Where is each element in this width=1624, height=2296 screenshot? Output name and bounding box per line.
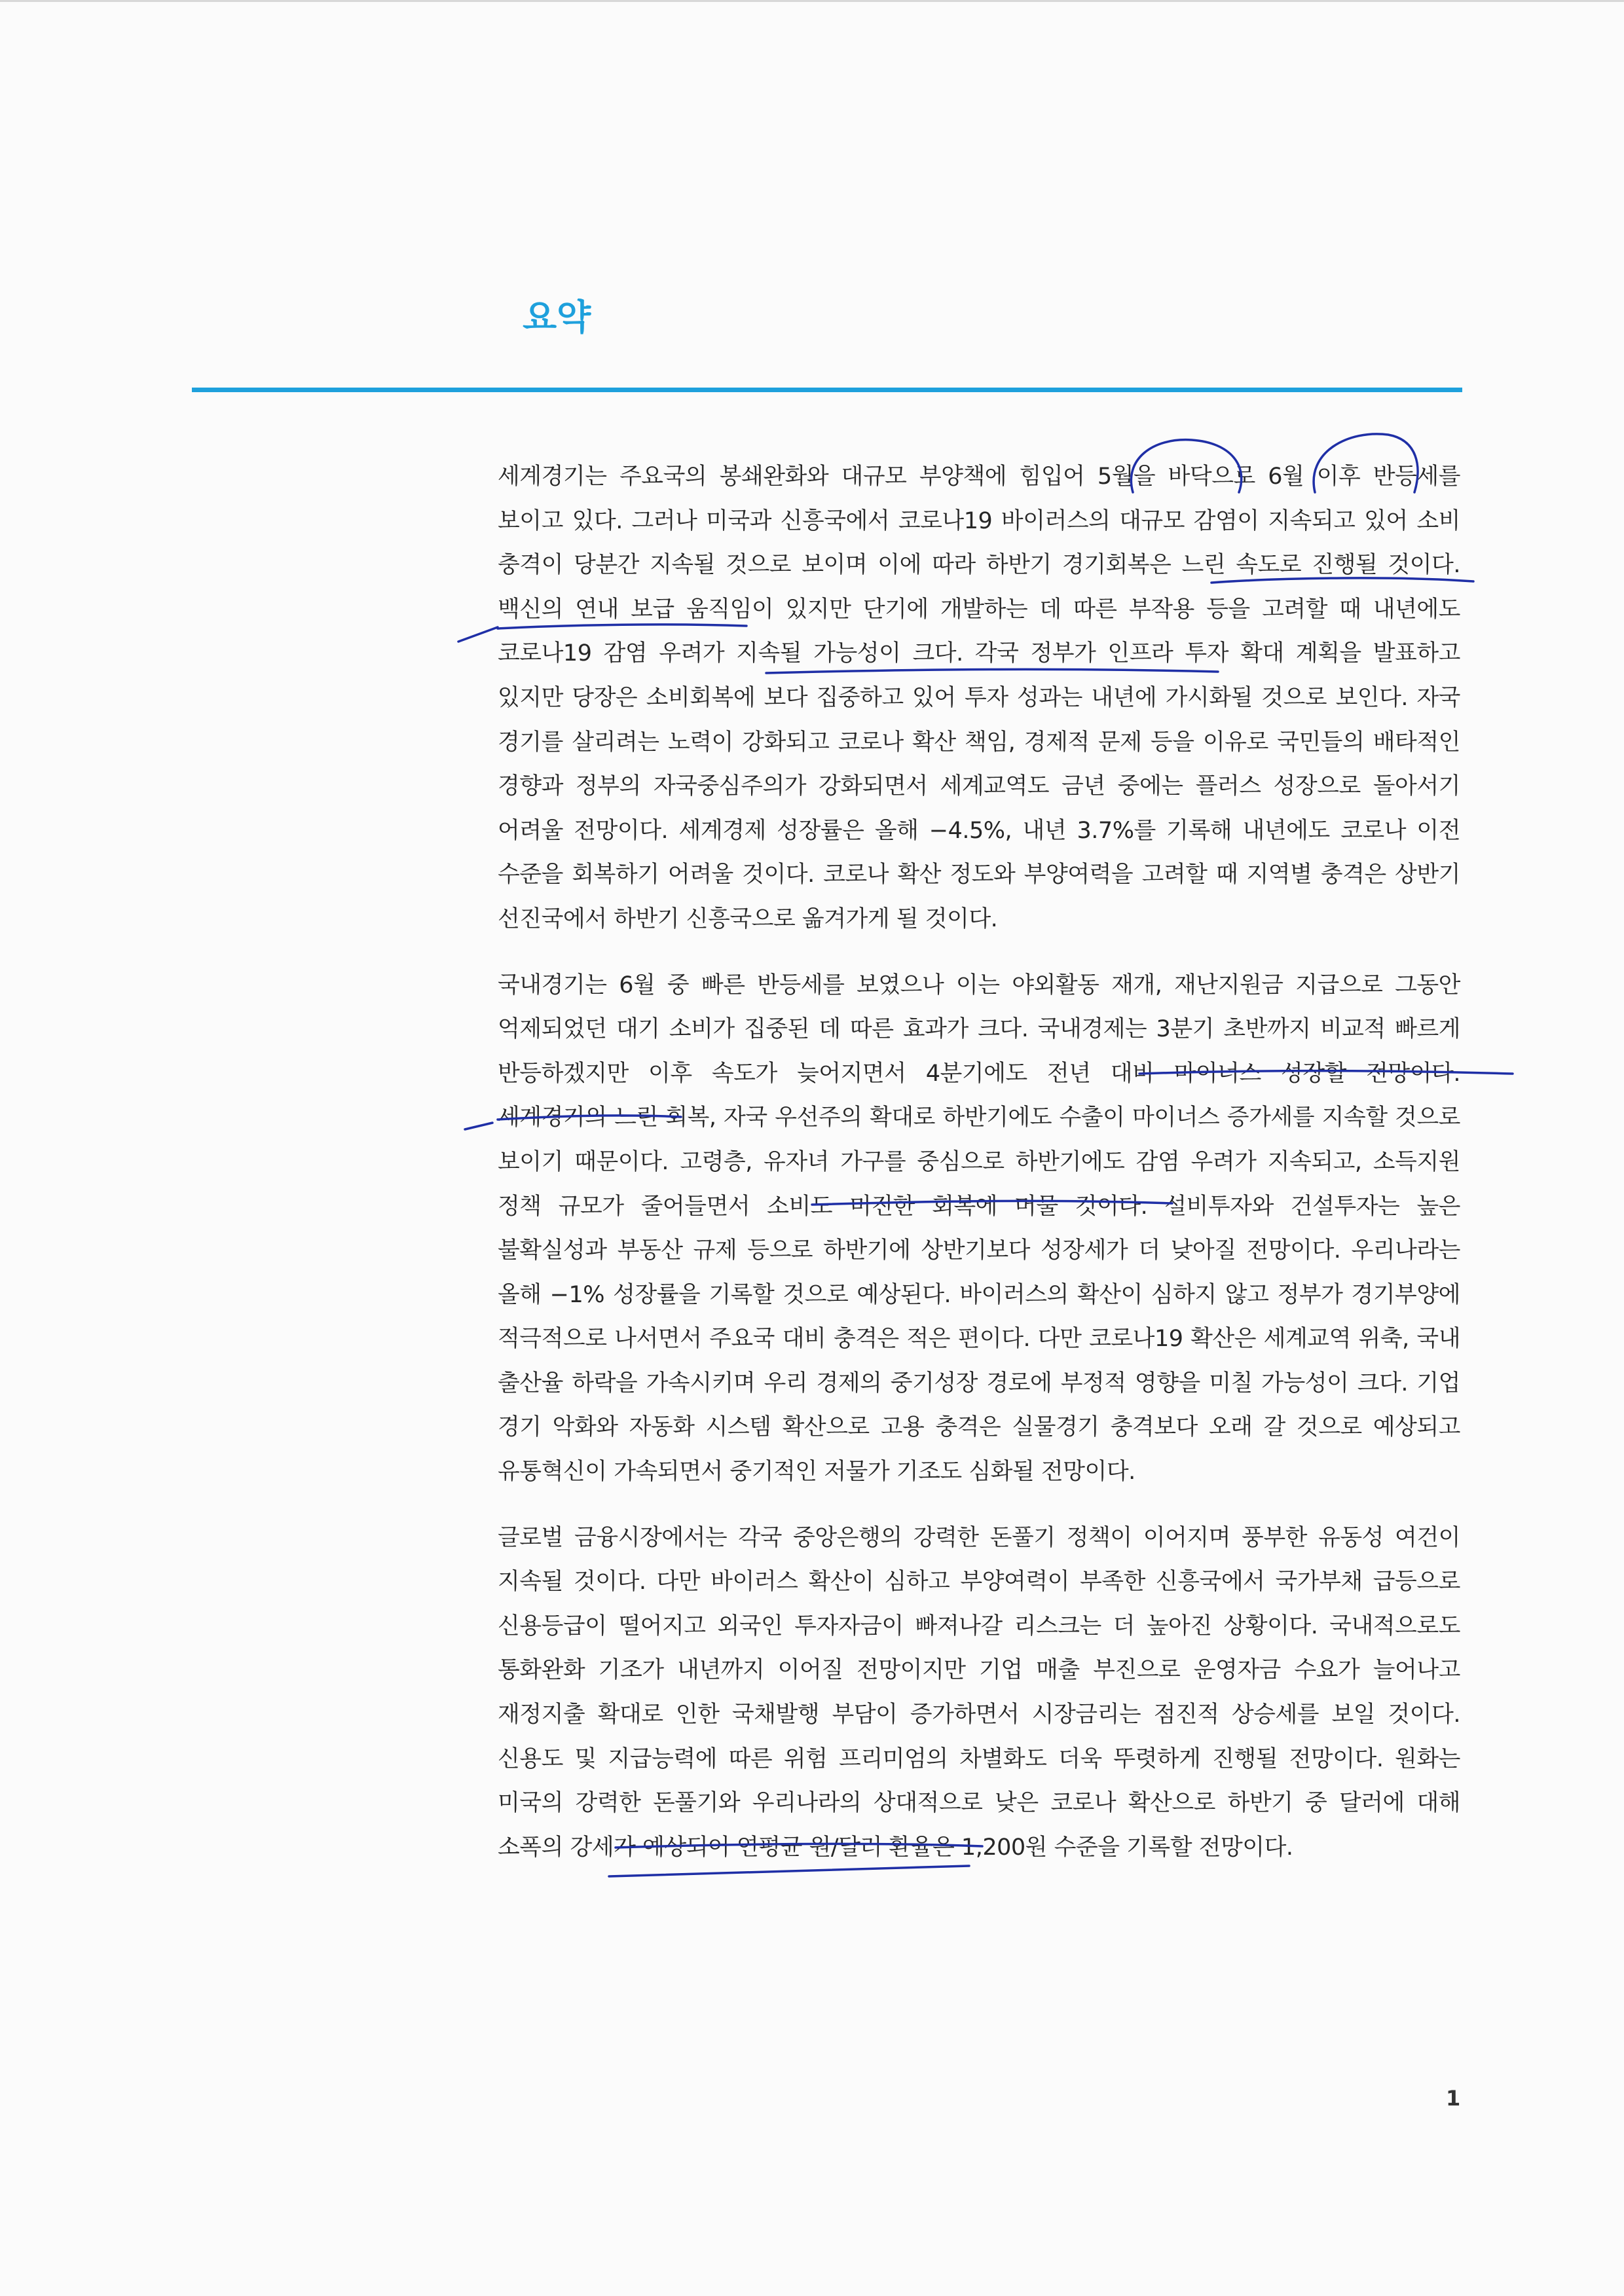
- paragraph-financial-markets: 글로벌 금융시장에서는 각국 중앙은행의 강력한 돈풀기 정책이 이어지며 풍부한 유동성 여건이 지속될 것이다. 다만 바이러스 확산이 심하고 부양여력이 부족한 신흥국에서 국가부채 급등으로 신용등급이 떨어지고 외국인 투자자금이 빠져나갈 리스크는 더 높아진 상황이다. 국내적으로도 통화완화 기조가 내년까지 이어질 전망이지만 기업 매출 부진으로 운영자금 수요가 늘어나고 재정지출 확대로 인한 국채발행 부담이 증가하면서 시장금리는 점진적 상승세를 보일 것이다. 신용도 및 지급능력에 따른 위험 프리미엄의 차별화도 더욱 뚜렷하게 진행될 전망이다. 원화는 미국의 강력한 돈풀기와 우리나라의 상대적으로 낮은 코로나 확산으로 하반기 중 달러에 대해 소폭의 강세가 예상되어 연평균 원/달러 환율은 1,200원 수준을 기록할 전망이다.: [498, 1524, 1460, 1861]
- paragraph-domestic-economy: 국내경기는 6월 중 빠른 반등세를 보였으나 이는 야외활동 재개, 재난지원금 지급으로 그동안 억제되었던 대기 소비가 집중된 데 따른 효과가 크다. 국내경제는 3분기 초반까지 비교적 빠르게 반등하겠지만 이후 속도가 늦어지면서 4분기에도 전년 대비 마이너스 성장할 전망이다. 세계경기의 느린 회복, 자국 우선주의 확대로 하반기에도 수출이 마이너스 증가세를 지속할 것으로 보이기 때문이다. 고령층, 유자녀 가구를 중심으로 하반기에도 감염 우려가 지속되고, 소득지원 정책 규모가 줄어들면서 소비도 미진한 회복에 머물 것이다. 설비투자와 건설투자는 높은 불확실성과 부동산 규제 등으로 하반기에 상반기보다 성장세가 더 낮아질 전망이다. 우리나라는 올해 −1% 성장률을 기록할 것으로 예상된다. 바이러스의 확산이 심하지 않고 정부가 경기부양에 적극적으로 나서면서 주요국 대비 충격은 적은 편이다. 다만 코로나19 확산은 세계교역 위축, 국내 출산율 하락을 가속시키며 우리 경제의 중기성장 경로에 부정적 영향을 미칠 가능성이 크다. 기업 경기 악화와 자동화 시스템 확산으로 고용 충격은 실물경기 충격보다 오래 갈 것으로 예상되고 유통혁신이 가속되면서 중기적인 저물가 기조도 심화될 전망이다.: [498, 972, 1460, 1485]
- summary-body: [498, 455, 1460, 1870]
- paragraph-world-economy: 세계경기는 주요국의 봉쇄완화와 대규모 부양책에 힘입어 5월을 바닥으로 6월 이후 반등세를 보이고 있다. 그러나 미국과 신흥국에서 코로나19 바이러스의 대규모 감염이 지속되고 있어 소비 충격이 당분간 지속될 것으로 보이며 이에 따라 하반기 경기회복은 느린 속도로 진행될 것이다. 백신의 연내 보급 움직임이 있지만 단기에 개발하는 데 따른 부작용 등을 고려할 때 내년에도 코로나19 감염 우려가 지속될 가능성이 크다. 각국 정부가 인프라 투자 확대 계획을 발표하고 있지만 당장은 소비회복에 보다 집중하고 있어 투자 성과는 내년에 가시화될 것으로 보인다. 자국 경기를 살리려는 노력이 강화되고 코로나 확산 책임, 경제적 문제 등을 이유로 국민들의 배타적인 경향과 정부의 자국중심주의가 강화되면서 세계교역도 금년 중에는 플러스 성장으로 돌아서기 어려울 전망이다. 세계경제 성장률은 올해 −4.5%, 내년 3.7%를 기록해 내년에도 코로나 이전 수준을 회복하기 어려울 것이다. 코로나 확산 정도와 부양여력을 고려할 때 지역별 충격은 상반기 선진국에서 하반기 신흥국으로 옮겨가게 될 것이다.: [498, 464, 1460, 932]
- title-divider: [192, 388, 1462, 392]
- page-number: 1: [1446, 2086, 1461, 2111]
- pen-margin-arrow: [465, 1123, 492, 1129]
- page-title: 요약: [523, 297, 591, 338]
- pen-margin-arrow: [458, 627, 498, 642]
- scan-edge-line: [0, 0, 1624, 2]
